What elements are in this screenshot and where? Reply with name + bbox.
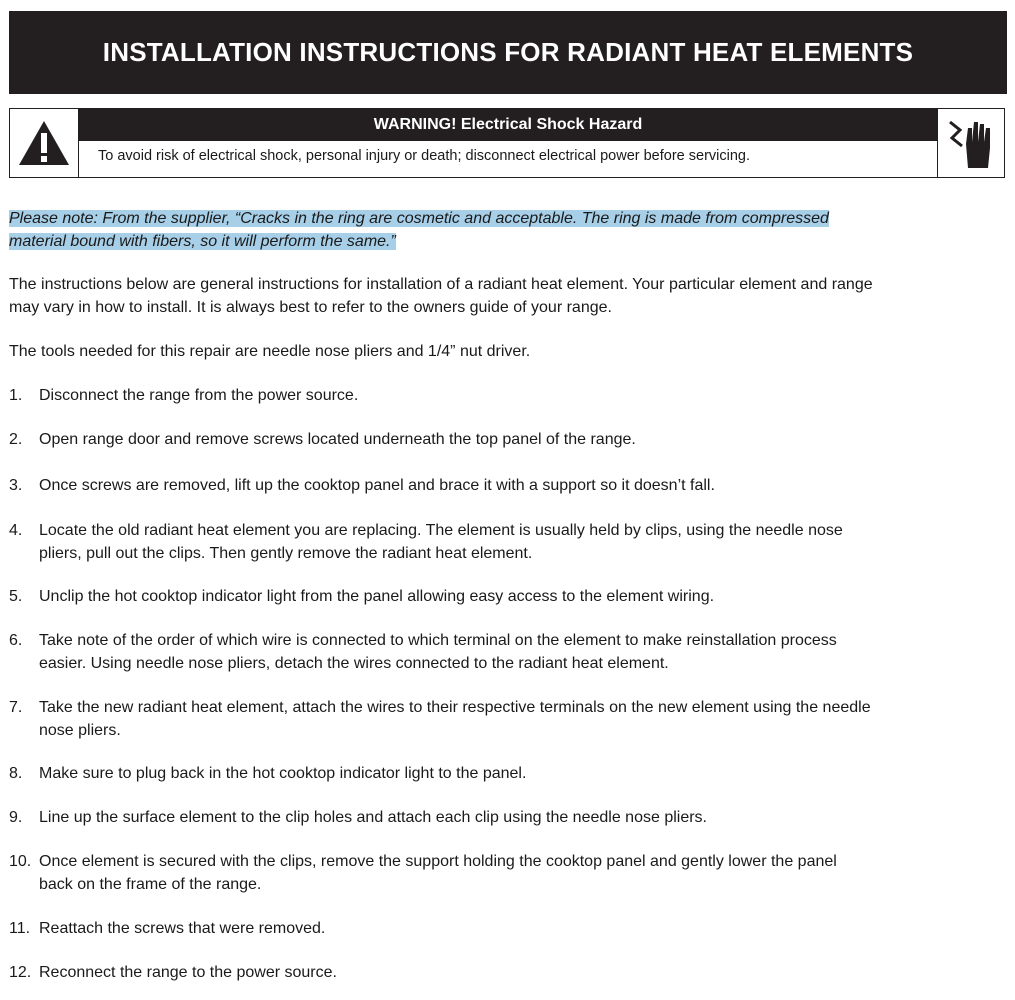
warning-header: WARNING! Electrical Shock Hazard <box>79 109 937 141</box>
note-line-2: material bound with fibers, so it will perform the same.” <box>9 233 396 250</box>
list-item <box>9 428 1009 451</box>
warning-text: To avoid risk of electrical shock, personal injury or death; disconnect electrical power before servicing. <box>98 148 751 164</box>
electrical-shock-hand-icon <box>937 109 1004 177</box>
step-text: Disconnect the range from the power source. <box>39 387 359 404</box>
list-item <box>9 696 1009 742</box>
list-item <box>9 474 1009 497</box>
list-item <box>9 629 1009 675</box>
step-text: Once element is secured with the clips, remove the support holding the cooktop panel and gently lower the panel <box>39 853 837 870</box>
step-text: Reattach the screws that were removed. <box>39 920 326 937</box>
list-item <box>9 519 1009 565</box>
list-item <box>9 585 1009 608</box>
step-number: 6. <box>9 632 23 649</box>
step-number: 2. <box>9 431 23 448</box>
step-number: 8. <box>9 765 23 782</box>
list-item <box>9 384 1009 407</box>
step-number: 1. <box>9 387 23 404</box>
step-number: 4. <box>9 522 23 539</box>
step-text: Take the new radiant heat element, attach the wires to their respective terminals on the new element using the needle <box>39 699 871 716</box>
step-number: 12. <box>9 964 32 981</box>
step-text: Reconnect the range to the power source. <box>39 964 337 981</box>
intro-paragraph <box>9 273 1009 319</box>
note-line-1: Please note: From the supplier, “Cracks in the ring are cosmetic and acceptable. The ring is made from compressed <box>9 210 829 227</box>
step-number: 10. <box>9 853 32 870</box>
step-text: Line up the surface element to the clip holes and attach each clip using the needle nose pliers. <box>39 809 707 826</box>
step-number: 11. <box>9 920 31 937</box>
intro-line-1: The instructions below are general instructions for installation of a radiant heat element. Your particular element and range <box>9 276 873 293</box>
step-text: Open range door and remove screws located underneath the top panel of the range. <box>39 431 636 448</box>
list-item <box>9 850 1009 896</box>
warning-box <box>9 108 1005 178</box>
step-text: Unclip the hot cooktop indicator light from the panel allowing easy access to the element wiring. <box>39 588 715 605</box>
page-title: INSTALLATION INSTRUCTIONS FOR RADIANT HEAT ELEMENTS <box>102 37 914 67</box>
list-item <box>9 806 1009 829</box>
step-number: 9. <box>9 809 23 826</box>
title-bar <box>9 11 1007 94</box>
supplier-note <box>9 207 999 253</box>
step-number: 7. <box>9 699 23 716</box>
warning-triangle-icon <box>10 109 79 177</box>
step-number: 3. <box>9 477 23 494</box>
step-text: Once screws are removed, lift up the cooktop panel and brace it with a support so it doesn’t fall. <box>39 477 715 494</box>
intro-line-2: may vary in how to install. It is always best to refer to the owners guide of your range. <box>9 299 612 316</box>
list-item <box>9 762 1009 785</box>
step-text: Locate the old radiant heat element you are replacing. The element is usually held by clips, using the needle nose <box>39 522 843 539</box>
list-item <box>9 961 1009 984</box>
step-text-continued: easier. Using needle nose pliers, detach the wires connected to the radiant heat element. <box>39 655 669 672</box>
step-number: 5. <box>9 588 23 605</box>
step-text: Take note of the order of which wire is connected to which terminal on the element to make reinstallation process <box>39 632 837 649</box>
step-text-continued: back on the frame of the range. <box>39 876 262 893</box>
list-item <box>9 917 1009 940</box>
step-text-continued: nose pliers. <box>39 722 121 739</box>
step-text: Make sure to plug back in the hot cooktop indicator light to the panel. <box>39 765 527 782</box>
tools-paragraph: The tools needed for this repair are needle nose pliers and 1/4” nut driver. <box>9 343 531 360</box>
step-text-continued: pliers, pull out the clips. Then gently remove the radiant heat element. <box>39 545 533 562</box>
